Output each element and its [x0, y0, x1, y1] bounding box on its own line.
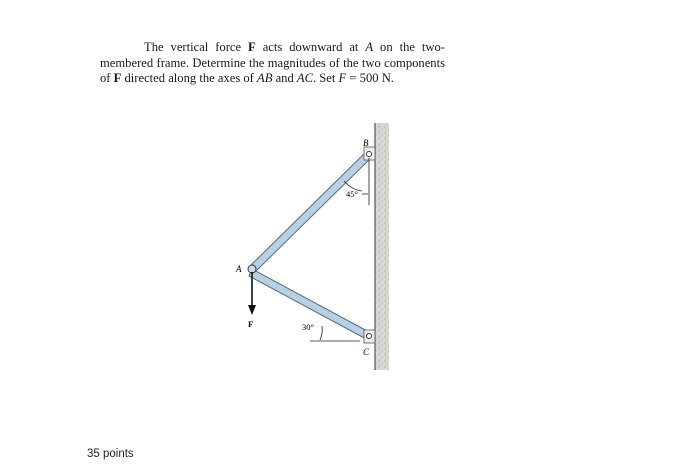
label-f: F — [248, 319, 254, 329]
support-c — [364, 330, 375, 343]
label-a: A — [236, 264, 242, 274]
label-b: B — [363, 138, 369, 148]
points-label: 35 points — [87, 448, 134, 460]
label-c: C — [363, 347, 370, 357]
member-ab — [251, 150, 373, 271]
problem-text: The vertical force F acts downward at A on the two-membered frame. Determine the magnitudes of the two components of F directed along the axes of AB and AC. Set F = 500 N. — [100, 40, 445, 86]
pin-a — [248, 265, 256, 273]
support-b — [364, 147, 375, 160]
wall — [375, 123, 389, 370]
angle-45-label: 45° — [346, 189, 358, 199]
angle-30-label: 30° — [302, 322, 314, 332]
